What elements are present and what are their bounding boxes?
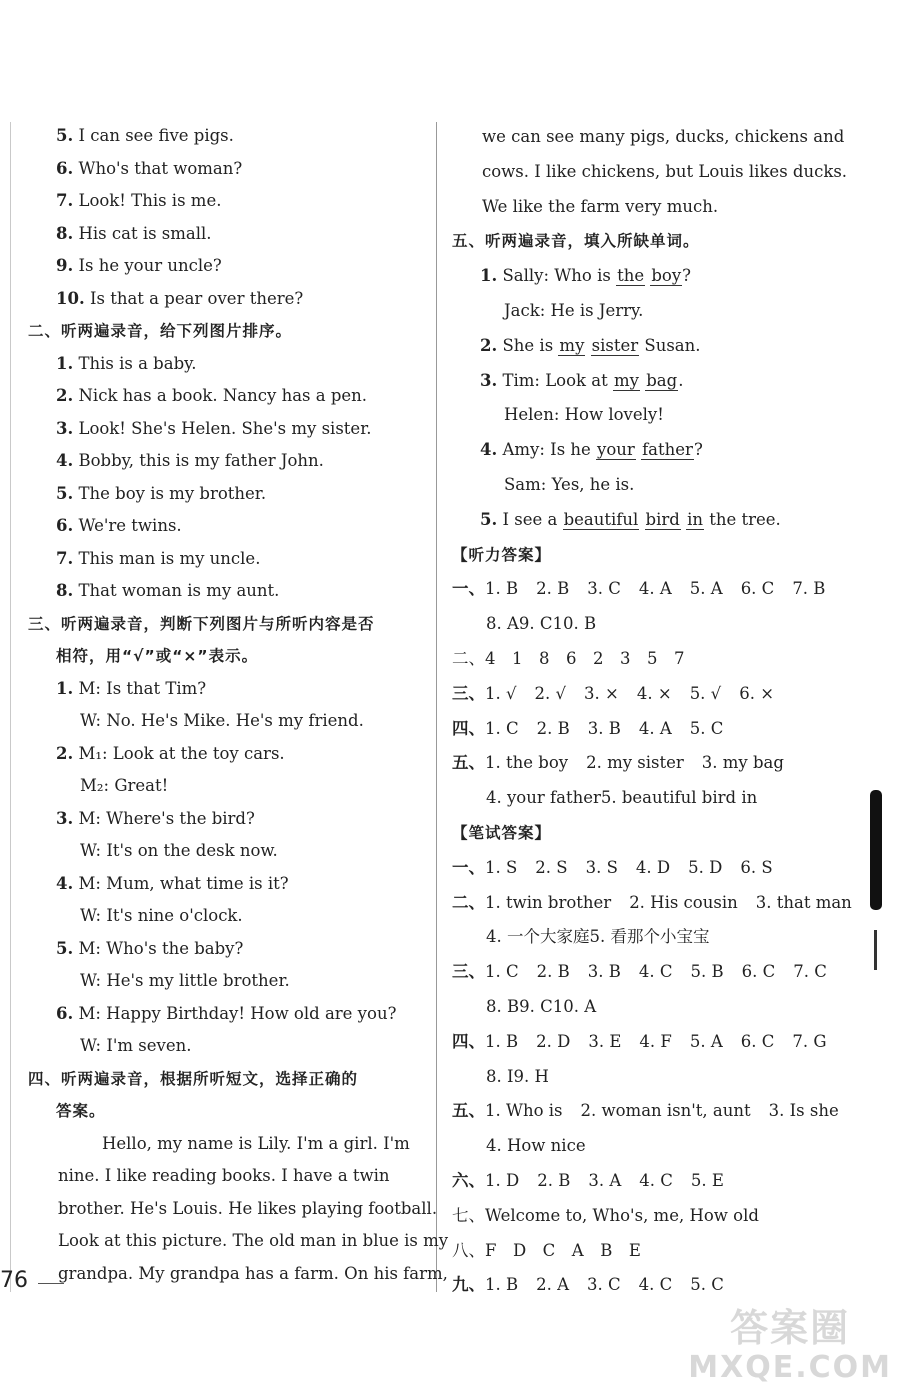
fill-item: 5. I see a beautiful bird in the tree. xyxy=(480,509,781,529)
fill-item: Helen: How lovely! xyxy=(504,405,664,425)
section-5-items xyxy=(452,259,852,537)
answer-row: 八、F D C A B E xyxy=(452,1240,641,1260)
dialogue-line: W: He's my little brother. xyxy=(80,971,290,990)
section-4-title-cont: 答案。 xyxy=(56,1102,106,1120)
dialogue-line: 2. M₁: Look at the toy cars. xyxy=(56,743,285,763)
answer-row: 一、1. S 2. S 3. S 4. D 5. D 6. S xyxy=(452,857,773,877)
watermark xyxy=(688,1308,892,1388)
fill-item: 1. Sally: Who is the boy? xyxy=(480,266,692,286)
dialogue-line: 3. M: Where's the bird? xyxy=(56,808,255,828)
scan-artifact xyxy=(874,930,877,970)
dialogue-line: W: It's on the desk now. xyxy=(80,841,278,860)
list-item: 8. That woman is my aunt. xyxy=(56,581,280,600)
answer-row: 4. your father5. beautiful bird in xyxy=(486,788,758,808)
fill-item: 2. She is my sister Susan. xyxy=(480,335,701,355)
right-column xyxy=(452,120,852,1303)
passage-line: brother. He's Louis. He likes playing football. xyxy=(58,1198,438,1218)
dialogue-line: W: I'm seven. xyxy=(80,1036,192,1055)
passage-line: cows. I like chickens, but Louis likes ducks. xyxy=(482,161,848,181)
passage-line: nine. I like reading books. I have a twin xyxy=(58,1166,390,1185)
answer-row: 四、1. C 2. B 3. B 4. A 5. C xyxy=(452,718,724,738)
answer-row: 8. A9. C10. B xyxy=(486,614,597,634)
list-item: 1. This is a baby. xyxy=(56,353,197,373)
list-item: 4. Bobby, this is my father John. xyxy=(56,451,324,470)
answer-row: 四、1. B 2. D 3. E 4. F 5. A 6. C 7. G xyxy=(452,1031,827,1051)
watermark-url: MXQE.COM xyxy=(688,1350,892,1385)
written-answers-title: 【笔试答案】 xyxy=(452,823,552,842)
answer-row: 4. How nice xyxy=(486,1136,586,1156)
list-item: 3. Look! She's Helen. She's my sister. xyxy=(56,418,372,438)
section-2-title: 二、听两遍录音，给下列图片排序。 xyxy=(28,322,293,340)
answer-row: 一、1. B 2. B 3. C 4. A 5. A 6. C 7. B xyxy=(452,579,826,599)
dialogue-line: W: It's nine o'clock. xyxy=(80,906,243,925)
dialogue-line: M₂: Great! xyxy=(80,776,169,795)
list-item: 6. We're twins. xyxy=(56,516,182,535)
section-3-dialogues xyxy=(28,673,428,1063)
list-item: 9. Is he your uncle? xyxy=(56,256,222,275)
sec1-continued xyxy=(28,120,428,315)
answer-row: 8. B9. C10. A xyxy=(486,996,597,1016)
section-2-items xyxy=(28,348,428,608)
passage-line: Hello, my name is Lily. I'm a girl. I'm xyxy=(102,1133,410,1153)
dialogue-line: 4. M: Mum, what time is it? xyxy=(56,873,289,893)
list-item: 5. The boy is my brother. xyxy=(56,483,267,503)
fill-item: Sam: Yes, he is. xyxy=(504,474,635,494)
column-divider xyxy=(436,122,437,1292)
page-number-dash xyxy=(38,1283,64,1284)
list-item: 7. This man is my uncle. xyxy=(56,548,261,568)
listening-answers-title: 【听力答案】 xyxy=(452,545,552,564)
list-item: 5. I can see five pigs. xyxy=(56,126,234,145)
list-item: 7. Look! This is me. xyxy=(56,191,222,210)
list-item: 6. Who's that woman? xyxy=(56,158,243,178)
answer-row: 8. I9. H xyxy=(486,1066,549,1086)
dialogue-line: W: No. He's Mike. He's my friend. xyxy=(80,711,364,730)
answer-row: 三、1. C 2. B 3. B 4. C 5. B 6. C 7. C xyxy=(452,962,827,982)
fill-item: 4. Amy: Is he your father? xyxy=(480,440,703,460)
listening-answers xyxy=(452,572,852,816)
list-item: 8. His cat is small. xyxy=(56,223,212,243)
dialogue-line: 6. M: Happy Birthday! How old are you? xyxy=(56,1003,397,1023)
answer-row: 九、1. B 2. A 3. C 4. C 5. C xyxy=(452,1275,724,1295)
fill-item: 3. Tim: Look at my bag. xyxy=(480,370,684,390)
page-edge-line xyxy=(10,122,11,1292)
answer-row: 4. 一个大家庭5. 看那个小宝宝 xyxy=(486,927,710,947)
list-item: 2. Nick has a book. Nancy has a pen. xyxy=(56,386,368,405)
dialogue-line: 5. M: Who's the baby? xyxy=(56,938,244,958)
passage-line: grandpa. My grandpa has a farm. On his farm, xyxy=(58,1263,448,1283)
passage-continued xyxy=(452,120,852,224)
section-4-title: 四、听两遍录音，根据所听短文，选择正确的 xyxy=(28,1069,359,1088)
answer-row: 三、1. √ 2. √ 3. × 4. × 5. √ 6. × xyxy=(452,683,775,703)
written-answers xyxy=(452,851,852,1303)
passage xyxy=(28,1128,449,1291)
dialogue-line: 1. M: Is that Tim? xyxy=(56,678,207,698)
answer-row: 五、1. the boy 2. my sister 3. my bag xyxy=(452,753,784,773)
section-5-title: 五、听两遍录音，填入所缺单词。 xyxy=(452,232,700,251)
passage-line: Look at this picture. The old man in blue is my xyxy=(58,1231,449,1250)
answer-row: 五、1. Who is 2. woman isn't, aunt 3. Is she xyxy=(452,1101,839,1121)
page-number: 76 xyxy=(0,1268,28,1293)
answer-row: 六、1. D 2. B 3. A 4. C 5. E xyxy=(452,1170,724,1190)
list-item: 10. Is that a pear over there? xyxy=(56,288,304,308)
section-3-title: 三、听两遍录音，判断下列图片与所听内容是否 xyxy=(28,614,375,633)
passage-line: We like the farm very much. xyxy=(482,196,719,216)
scan-artifact xyxy=(870,790,882,910)
answer-row: 二、1. twin brother 2. His cousin 3. that man xyxy=(452,892,852,912)
passage-line: we can see many pigs, ducks, chickens and xyxy=(482,127,845,146)
section-3-title-cont: 相符，用“√”或“×”表示。 xyxy=(56,647,259,665)
answer-row: 七、Welcome to, Who's, me, How old xyxy=(452,1205,759,1225)
fill-item: Jack: He is Jerry. xyxy=(504,300,644,320)
answer-row: 二、4 1 8 6 2 3 5 7 xyxy=(452,648,685,668)
left-column xyxy=(28,120,449,1290)
watermark-logo-text: 答案圈 xyxy=(730,1306,851,1350)
